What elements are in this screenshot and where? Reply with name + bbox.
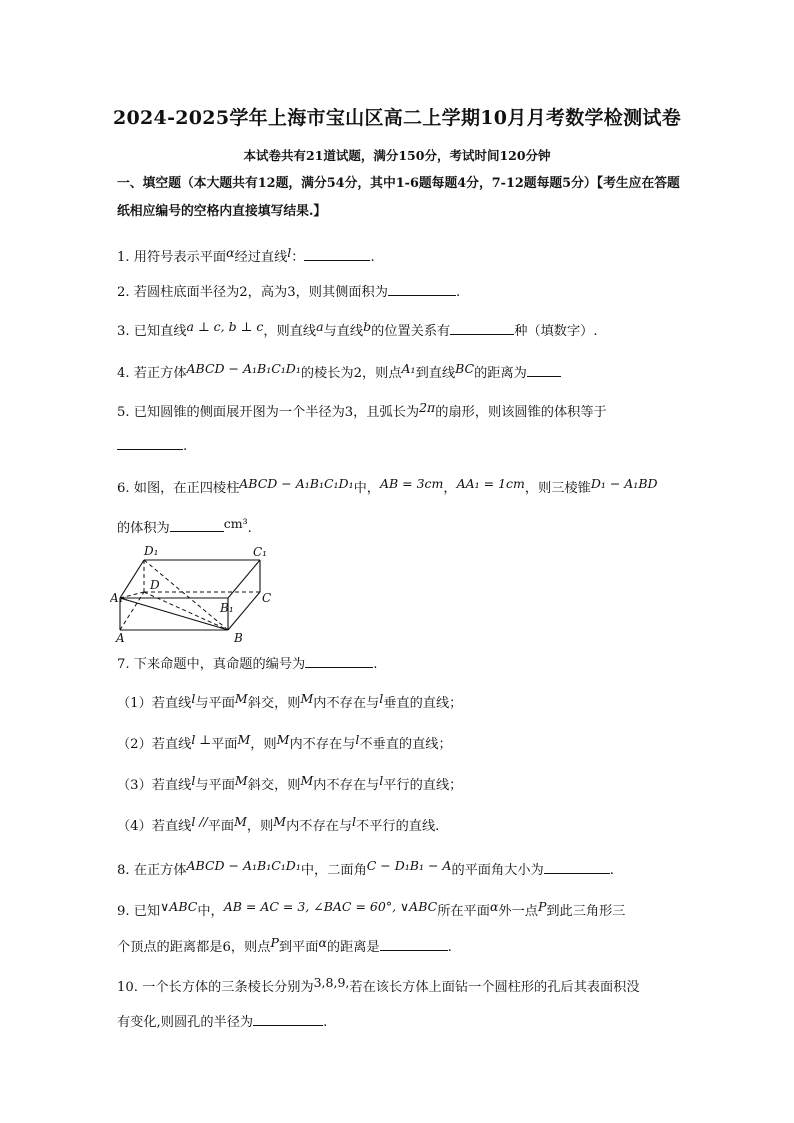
exam-info: 本试卷共有21道试题，满分150分，考试时间120分钟 bbox=[243, 148, 551, 163]
option-text: （1）若直线 bbox=[117, 696, 192, 711]
q10-text: 若在该长方体上面钻一个圆柱形的孔后其表面积没 bbox=[349, 980, 640, 995]
option-text: 不平行的直线. bbox=[356, 819, 440, 834]
q5-text: . bbox=[183, 439, 188, 454]
q8-text: . bbox=[609, 863, 614, 878]
question-3 bbox=[117, 320, 598, 339]
q4-math: ABCD − A₁B₁C₁D₁ bbox=[186, 361, 301, 376]
q9-math: AB = AC = 3, ∠BAC = 60°, ∨ABC bbox=[223, 899, 438, 914]
section-heading: 一、填空题（本大题共有12题，满分54分，其中1-6题每题4分，7-12题每题5分）【考生应在答题纸相应编号的空格内直接填写结果.】 bbox=[117, 176, 680, 219]
q2-text: 2. 若圆柱底面半径为2，高为3，则其侧面积为 bbox=[117, 285, 388, 300]
option-text: 斜交，则 bbox=[247, 696, 301, 711]
option-text: 内不存在与 bbox=[313, 778, 380, 793]
label-A: A bbox=[116, 631, 125, 645]
answer-blank[interactable] bbox=[388, 283, 456, 296]
answer-blank[interactable] bbox=[304, 248, 370, 261]
answer-blank[interactable] bbox=[253, 1013, 323, 1026]
q9-text: 所在平面 bbox=[437, 904, 490, 919]
answer-blank[interactable] bbox=[450, 322, 514, 335]
answer-blank[interactable] bbox=[380, 938, 448, 951]
q7-option-2 bbox=[117, 733, 452, 752]
option-math: l bbox=[352, 814, 357, 829]
page-title: 2024-2025学年上海市宝山区高二上学期10月月考数学检测试卷 bbox=[113, 107, 681, 129]
label-C: C bbox=[262, 591, 272, 605]
label-C1: C₁ bbox=[253, 545, 267, 559]
q10-text: 10. 一个长方体的三条棱长分别为 bbox=[117, 980, 314, 995]
diag-A1-B bbox=[120, 598, 228, 630]
answer-blank[interactable] bbox=[170, 519, 224, 532]
question-9 bbox=[117, 900, 626, 919]
option-text: 与平面 bbox=[195, 778, 235, 793]
q7-option-4 bbox=[117, 815, 439, 834]
label-D: D bbox=[150, 578, 160, 592]
option-text: 平行的直线； bbox=[383, 778, 463, 793]
question-4 bbox=[117, 362, 561, 381]
q8-math: C − D₁B₁ − A bbox=[366, 858, 452, 873]
q6-text: ， bbox=[443, 481, 457, 496]
q1-math: α bbox=[226, 245, 235, 260]
q6-math: AA₁ = 1cm bbox=[456, 476, 525, 491]
q5-text: 的扇形，则该圆锥的体积等于 bbox=[435, 405, 607, 420]
question-10-cont bbox=[117, 1011, 327, 1030]
option-text: 不垂直的直线； bbox=[359, 737, 452, 752]
question-6 bbox=[117, 477, 658, 496]
q4-math: A₁ bbox=[401, 361, 416, 376]
option-text: 与平面 bbox=[195, 696, 235, 711]
q6-math: ABCD − A₁B₁C₁D₁ bbox=[239, 476, 354, 491]
option-text: 斜交，则 bbox=[247, 778, 301, 793]
option-math: M bbox=[234, 814, 247, 829]
answer-blank[interactable] bbox=[305, 655, 373, 668]
q1-text: 1. 用符号表示平面 bbox=[117, 250, 227, 265]
option-text: 内不存在与 bbox=[286, 819, 353, 834]
q9-text: 外一点 bbox=[498, 904, 538, 919]
option-text: ，则 bbox=[250, 737, 277, 752]
q9-text: 的距离是 bbox=[326, 940, 380, 955]
option-math: l ⊥ bbox=[191, 732, 212, 747]
q9-math: ∨ABC bbox=[160, 899, 198, 914]
q4-text: 的棱长为2，则点 bbox=[300, 366, 402, 381]
question-5 bbox=[117, 401, 607, 420]
q6-text: ，则三棱锥 bbox=[524, 481, 591, 496]
q2-text: . bbox=[455, 285, 461, 300]
option-math: l bbox=[379, 691, 384, 706]
q9-text: 到平面 bbox=[278, 940, 319, 955]
answer-blank[interactable] bbox=[527, 364, 561, 377]
q9-math: P bbox=[270, 935, 279, 950]
q8-text: 8. 在正方体 bbox=[117, 863, 187, 878]
q10-text: . bbox=[323, 1015, 328, 1030]
q9-text: . bbox=[447, 940, 452, 955]
option-math: l bbox=[191, 773, 196, 788]
option-text: 垂直的直线； bbox=[383, 696, 463, 711]
answer-blank[interactable] bbox=[117, 437, 183, 450]
option-math: l // bbox=[191, 814, 208, 829]
q6-text: 的体积为 bbox=[117, 521, 170, 536]
q8-text: 中，二面角 bbox=[300, 863, 367, 878]
q8-text: 的平面角大小为 bbox=[451, 863, 544, 878]
option-text: 平面 bbox=[211, 737, 238, 752]
question-6-cont bbox=[117, 517, 252, 536]
option-math: M bbox=[276, 732, 290, 747]
option-math: M bbox=[234, 691, 248, 706]
q10-text: 有变化,则圆孔的半径为 bbox=[117, 1015, 254, 1030]
option-text: （2）若直线 bbox=[117, 737, 192, 752]
q3-math: a bbox=[316, 319, 324, 334]
option-text: （3）若直线 bbox=[117, 778, 192, 793]
q9-text: 中， bbox=[197, 904, 224, 919]
q3-text: 种（填数字）. bbox=[514, 324, 598, 339]
question-2 bbox=[117, 281, 460, 300]
q6-text: . bbox=[247, 521, 252, 536]
q6-text: 中， bbox=[353, 481, 380, 496]
option-math: M bbox=[300, 773, 314, 788]
q9-math: P bbox=[537, 899, 547, 914]
option-math: l bbox=[355, 732, 360, 747]
option-math: M bbox=[234, 773, 248, 788]
q3-text: 的位置关系有 bbox=[371, 324, 451, 339]
q6-text: 6. 如图，在正四棱柱 bbox=[117, 481, 240, 496]
question-10 bbox=[117, 976, 640, 995]
option-text: 内不存在与 bbox=[289, 737, 356, 752]
label-B: B bbox=[234, 631, 243, 645]
option-text: ，则 bbox=[246, 819, 274, 834]
q3-math: b bbox=[363, 319, 372, 334]
option-math: M bbox=[237, 732, 251, 747]
q7-text: . bbox=[373, 657, 378, 672]
label-D1: D₁ bbox=[144, 544, 159, 558]
option-text: 内不存在与 bbox=[313, 696, 380, 711]
label-A1: A₁ bbox=[110, 591, 124, 605]
question-1 bbox=[117, 246, 375, 265]
option-text: 平面 bbox=[207, 819, 235, 834]
q1-text: . bbox=[370, 250, 375, 265]
q9-math: α bbox=[318, 935, 327, 950]
question-7 bbox=[117, 653, 377, 672]
q10-math: 3,8,9, bbox=[313, 975, 350, 990]
option-math: M bbox=[273, 814, 287, 829]
q6-unit: cm³ bbox=[223, 516, 248, 531]
edge-A1-D1 bbox=[120, 560, 144, 598]
q7-option-3 bbox=[117, 774, 462, 793]
hidden-D1-B bbox=[144, 560, 228, 630]
q9-text: 9. 已知 bbox=[117, 904, 161, 919]
q9-text: 到此三角形三 bbox=[546, 904, 626, 919]
q7-text: 7. 下来命题中，真命题的编号为 bbox=[117, 657, 306, 672]
q6-math: AB = 3cm bbox=[379, 476, 444, 491]
q4-text: 的距离为 bbox=[474, 366, 527, 381]
q1-text: 经过直线 bbox=[234, 250, 288, 265]
answer-blank[interactable] bbox=[544, 861, 610, 874]
q4-text: 到直线 bbox=[415, 366, 456, 381]
q4-math: BC bbox=[455, 361, 475, 376]
option-text: （4）若直线 bbox=[117, 819, 192, 834]
q5-text: 5. 已知圆锥的侧面展开图为一个半径为3，且弧长为 bbox=[117, 405, 420, 420]
option-math: l bbox=[379, 773, 384, 788]
q3-text: 3. 已知直线 bbox=[117, 324, 187, 339]
q9-math: α bbox=[489, 899, 499, 914]
q4-text: 4. 若正方体 bbox=[117, 366, 187, 381]
question-9-cont bbox=[117, 936, 452, 955]
option-math: l bbox=[191, 691, 196, 706]
q7-option-1 bbox=[117, 692, 462, 711]
q1-math: l bbox=[287, 245, 292, 260]
q3-math: a ⊥ c, b ⊥ c bbox=[186, 319, 264, 334]
q3-text: ，则直线 bbox=[263, 324, 317, 339]
q8-math: ABCD − A₁B₁C₁D₁ bbox=[186, 858, 301, 873]
option-math: M bbox=[300, 691, 314, 706]
q6-math: D₁ − A₁BD bbox=[590, 476, 658, 491]
q9-text: 个顶点的距离都是6，则点 bbox=[117, 940, 271, 955]
question-5-cont bbox=[117, 437, 187, 454]
q3-text: 与直线 bbox=[323, 324, 364, 339]
q5-math: 2π bbox=[419, 400, 436, 415]
label-B1: B₁ bbox=[220, 601, 234, 615]
question-8 bbox=[117, 859, 614, 878]
q1-text: ： bbox=[291, 250, 305, 265]
prism-figure bbox=[110, 540, 285, 645]
